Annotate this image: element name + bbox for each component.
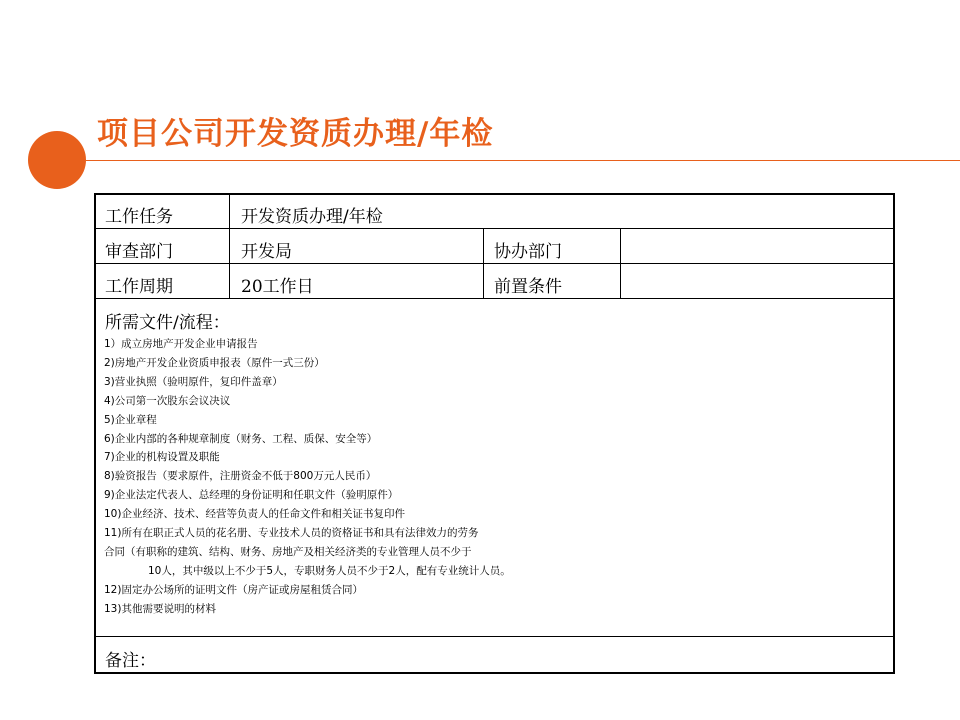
- doc-item: 13)其他需要说明的材料: [104, 602, 216, 615]
- doc-item: 8)验资报告（要求原件，注册资金不低于800万元人民币）: [104, 470, 377, 483]
- doc-item: 10)企业经济、技术、经营等负责人的任命文件和相关证书复印件: [104, 508, 405, 521]
- page-title: 项目公司开发资质办理/年检: [97, 116, 494, 152]
- doc-item: 4)公司第一次股东会议决议: [104, 394, 231, 407]
- cycle-value: 20工作日: [241, 277, 314, 297]
- doc-item: 6)企业内部的各种规章制度（财务、工程、质保、安全等）: [104, 432, 378, 445]
- row-divider: [96, 263, 893, 264]
- docs-list: [104, 335, 874, 619]
- precondition-label: 前置条件: [494, 277, 562, 297]
- row-divider: [96, 228, 893, 229]
- doc-item: 12)固定办公场所的证明文件（房产证或房屋租赁合同）: [104, 583, 363, 596]
- title-underline: [86, 160, 960, 161]
- info-table: [94, 193, 895, 674]
- assist-label: 协办部门: [494, 242, 562, 262]
- doc-item: 2)房地产开发企业资质申报表（原件一式三份）: [104, 356, 325, 369]
- decorative-circle: [28, 131, 86, 189]
- column-divider: [483, 228, 484, 298]
- column-divider: [229, 195, 230, 298]
- doc-item: 9)企业法定代表人、总经理的身份证明和任职文件（验明原件）: [104, 489, 399, 502]
- doc-item: 合同（有职称的建筑、结构、财务、房地产及相关经济类的专业管理人员不少于: [104, 545, 472, 558]
- dept-value: 开发局: [241, 242, 292, 262]
- docs-heading: 所需文件/流程：: [105, 313, 230, 333]
- cycle-label: 工作周期: [105, 277, 173, 297]
- dept-label: 审查部门: [105, 242, 173, 262]
- doc-item: 3)营业执照（验明原件，复印件盖章）: [104, 375, 283, 388]
- task-value: 开发资质办理/年检: [241, 207, 383, 227]
- task-label: 工作任务: [105, 207, 173, 227]
- doc-item: 5)企业章程: [104, 413, 157, 426]
- doc-item: 7)企业的机构设置及职能: [104, 451, 220, 464]
- row-divider: [96, 298, 893, 299]
- doc-item: 1）成立房地产开发企业申请报告: [104, 338, 258, 350]
- note-label: 备注：: [105, 651, 156, 671]
- column-divider: [620, 228, 621, 298]
- row-divider: [96, 636, 893, 637]
- doc-item: 10人，其中级以上不少于5人，专职财务人员不少于2人，配有专业统计人员。: [148, 564, 511, 577]
- doc-item: 11)所有在职正式人员的花名册、专业技术人员的资格证书和具有法律效力的劳务: [104, 527, 479, 540]
